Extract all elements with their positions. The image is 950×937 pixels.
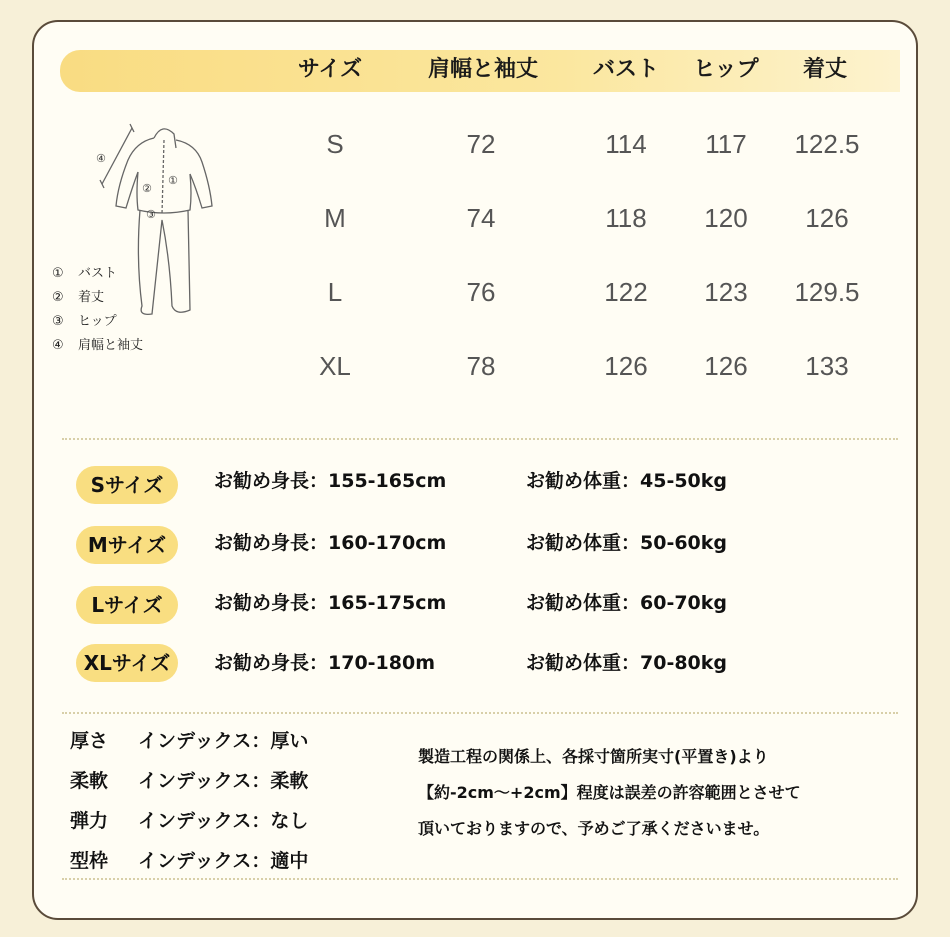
legend-item: ③ ヒップ — [52, 314, 117, 329]
recommended-weight: お勧め体重：70-80kg — [526, 652, 728, 674]
recommended-height: お勧め身長：170-180m — [214, 652, 436, 674]
cell-shoulder-sleeve: 72 — [466, 129, 496, 159]
marker-3: ③ — [146, 208, 156, 221]
cell-bust: 126 — [604, 351, 648, 381]
index-thickness: 厚さ インデックス：厚い — [70, 730, 309, 752]
note-line: 【約-2cm～+2cm】程度は誤差の許容範囲とさせて — [418, 783, 801, 802]
cell-hip: 126 — [704, 351, 748, 381]
size-pill-l: Lサイズ — [76, 586, 178, 624]
shoulder-sleeve-measure-line — [102, 128, 132, 184]
legs-outline — [138, 210, 190, 314]
marker-4: ④ — [96, 152, 106, 165]
cell-bust: 114 — [605, 129, 647, 159]
index-softness: 柔軟 インデックス：柔軟 — [70, 770, 309, 792]
cell-bust: 122 — [604, 277, 648, 307]
zipper-line — [162, 140, 164, 214]
dotted-divider — [62, 712, 898, 714]
header-bust: バスト — [592, 57, 659, 82]
cell-shoulder-sleeve: 74 — [466, 203, 496, 233]
marker-1: ① — [168, 174, 178, 187]
recommended-weight: お勧め体重：45-50kg — [526, 470, 728, 492]
size-pill-s: Sサイズ — [76, 466, 178, 504]
cell-size: XL — [319, 351, 351, 381]
recommended-height: お勧め身長：160-170cm — [214, 532, 447, 554]
cell-hip: 123 — [704, 277, 748, 307]
cell-hip: 117 — [705, 129, 747, 159]
cell-length: 122.5 — [794, 129, 860, 159]
note-line: 頂いておりますので、予めご了承くださいませ。 — [418, 819, 770, 838]
note-line: 製造工程の関係上、各採寸箇所実寸(平置き)より — [418, 747, 769, 766]
dotted-divider — [62, 438, 898, 440]
size-pill-xl: XLサイズ — [76, 644, 178, 682]
header-hip: ヒップ — [693, 57, 759, 82]
jumpsuit-measurement-diagram — [92, 110, 232, 340]
recommended-weight: お勧め体重：50-60kg — [526, 532, 728, 554]
index-elasticity: 弾力 インデックス：なし — [70, 810, 309, 832]
header-shoulder-sleeve: 肩幅と袖丈 — [427, 57, 538, 82]
cell-length: 129.5 — [794, 277, 860, 307]
size-pill-m: Mサイズ — [76, 526, 178, 564]
cell-size: S — [326, 129, 344, 159]
legend-item: ④ 肩幅と袖丈 — [52, 338, 144, 353]
collar-outline — [154, 129, 176, 148]
dotted-divider — [62, 878, 898, 880]
recommended-height: お勧め身長：165-175cm — [214, 592, 447, 614]
legend-item: ② 着丈 — [52, 290, 105, 305]
header-size: サイズ — [297, 57, 363, 82]
right-sleeve-outline — [176, 140, 212, 208]
marker-2: ② — [142, 182, 152, 195]
cell-shoulder-sleeve: 78 — [466, 351, 496, 381]
legend-item: ① バスト — [52, 266, 118, 281]
header-length: 着丈 — [802, 57, 847, 82]
cell-size: L — [327, 277, 343, 307]
cell-size: M — [324, 203, 346, 233]
cell-length: 133 — [805, 351, 849, 381]
recommended-weight: お勧め体重：60-70kg — [526, 592, 728, 614]
recommended-height: お勧め身長：155-165cm — [214, 470, 447, 492]
cell-hip: 120 — [704, 203, 748, 233]
index-shape: 型枠 インデックス：適中 — [70, 850, 309, 872]
cell-shoulder-sleeve: 76 — [466, 277, 496, 307]
cell-length: 126 — [805, 203, 849, 233]
cell-bust: 118 — [605, 203, 647, 233]
